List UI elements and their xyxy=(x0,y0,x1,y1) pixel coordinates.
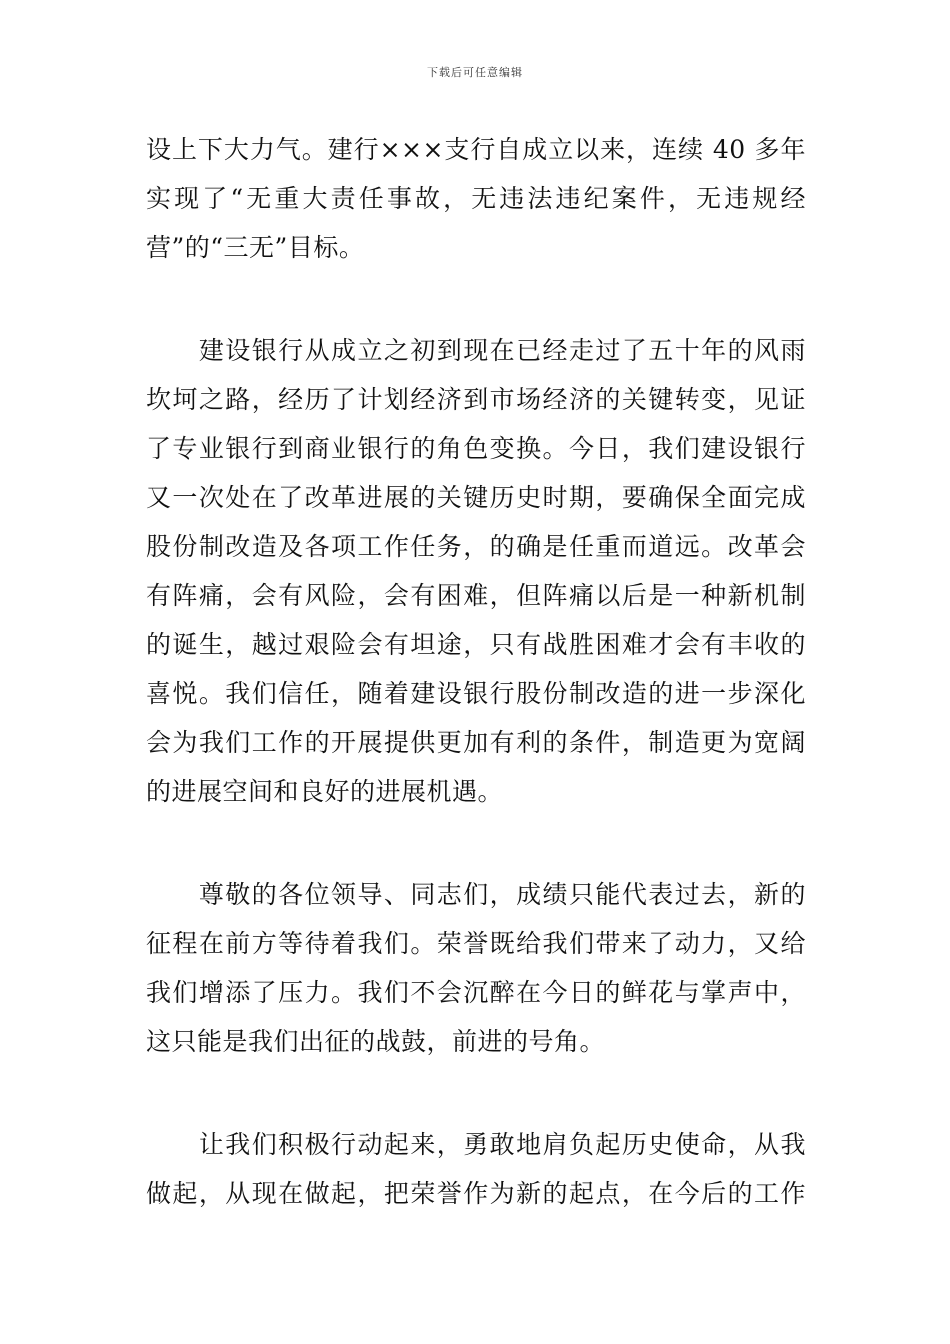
paragraph-2-line-2: 坎坷之路，经历了计划经济到市场经济的关键转变，见证 xyxy=(146,385,806,414)
paragraph-2-line-3: 了专业银行到商业银行的角色变换。今日，我们建设银行 xyxy=(146,434,806,463)
paragraph-2-line-10: 的进展空间和良好的进展机遇。 xyxy=(146,777,504,806)
paragraph-3-line-4: 这只能是我们出征的战鼓，前进的号角。 xyxy=(146,1027,606,1056)
paragraph-1-line-1: 设上下大力气。建行×××支行自成立以来，连续 40 多年 xyxy=(146,135,806,164)
paragraph-4-line-2: 做起，从现在做起，把荣誉作为新的起点，在今后的工作 xyxy=(146,1179,806,1208)
paragraph-1-line-3: 营”的“三无”目标。 xyxy=(146,233,365,262)
paragraph-2-line-5: 股份制改造及各项工作任务，的确是任重而道远。改革会 xyxy=(146,532,806,561)
paragraph-2-line-1: 建设银行从成立之初到现在已经走过了五十年的风雨 xyxy=(146,336,806,365)
paragraph-3-line-2: 征程在前方等待着我们。荣誉既给我们带来了动力，又给 xyxy=(146,929,806,958)
paragraph-4-line-1: 让我们积极行动起来，勇敢地肩负起历史使命，从我 xyxy=(146,1130,806,1159)
paragraph-3-line-1: 尊敬的各位领导、同志们，成绩只能代表过去，新的 xyxy=(146,880,806,909)
paragraph-3-line-3: 我们增添了压力。我们不会沉醉在今日的鲜花与掌声中， xyxy=(146,978,806,1007)
paragraph-2-line-8: 喜悦。我们信任，随着建设银行股份制改造的进一步深化 xyxy=(146,679,806,708)
paragraph-1-line-2: 实现了“无重大责任事故，无违法违纪案件，无违规经 xyxy=(146,184,806,213)
paragraph-2-line-6: 有阵痛，会有风险，会有困难，但阵痛以后是一种新机制 xyxy=(146,581,806,610)
paragraph-2-line-9: 会为我们工作的开展提供更加有利的条件，制造更为宽阔 xyxy=(146,728,806,757)
page-header: 下载后可任意编辑 xyxy=(427,66,523,79)
paragraph-2-line-4: 又一次处在了改革进展的关键历史时期，要确保全面完成 xyxy=(146,483,806,512)
paragraph-2-line-7: 的诞生，越过艰险会有坦途，只有战胜困难才会有丰收的 xyxy=(146,630,806,659)
